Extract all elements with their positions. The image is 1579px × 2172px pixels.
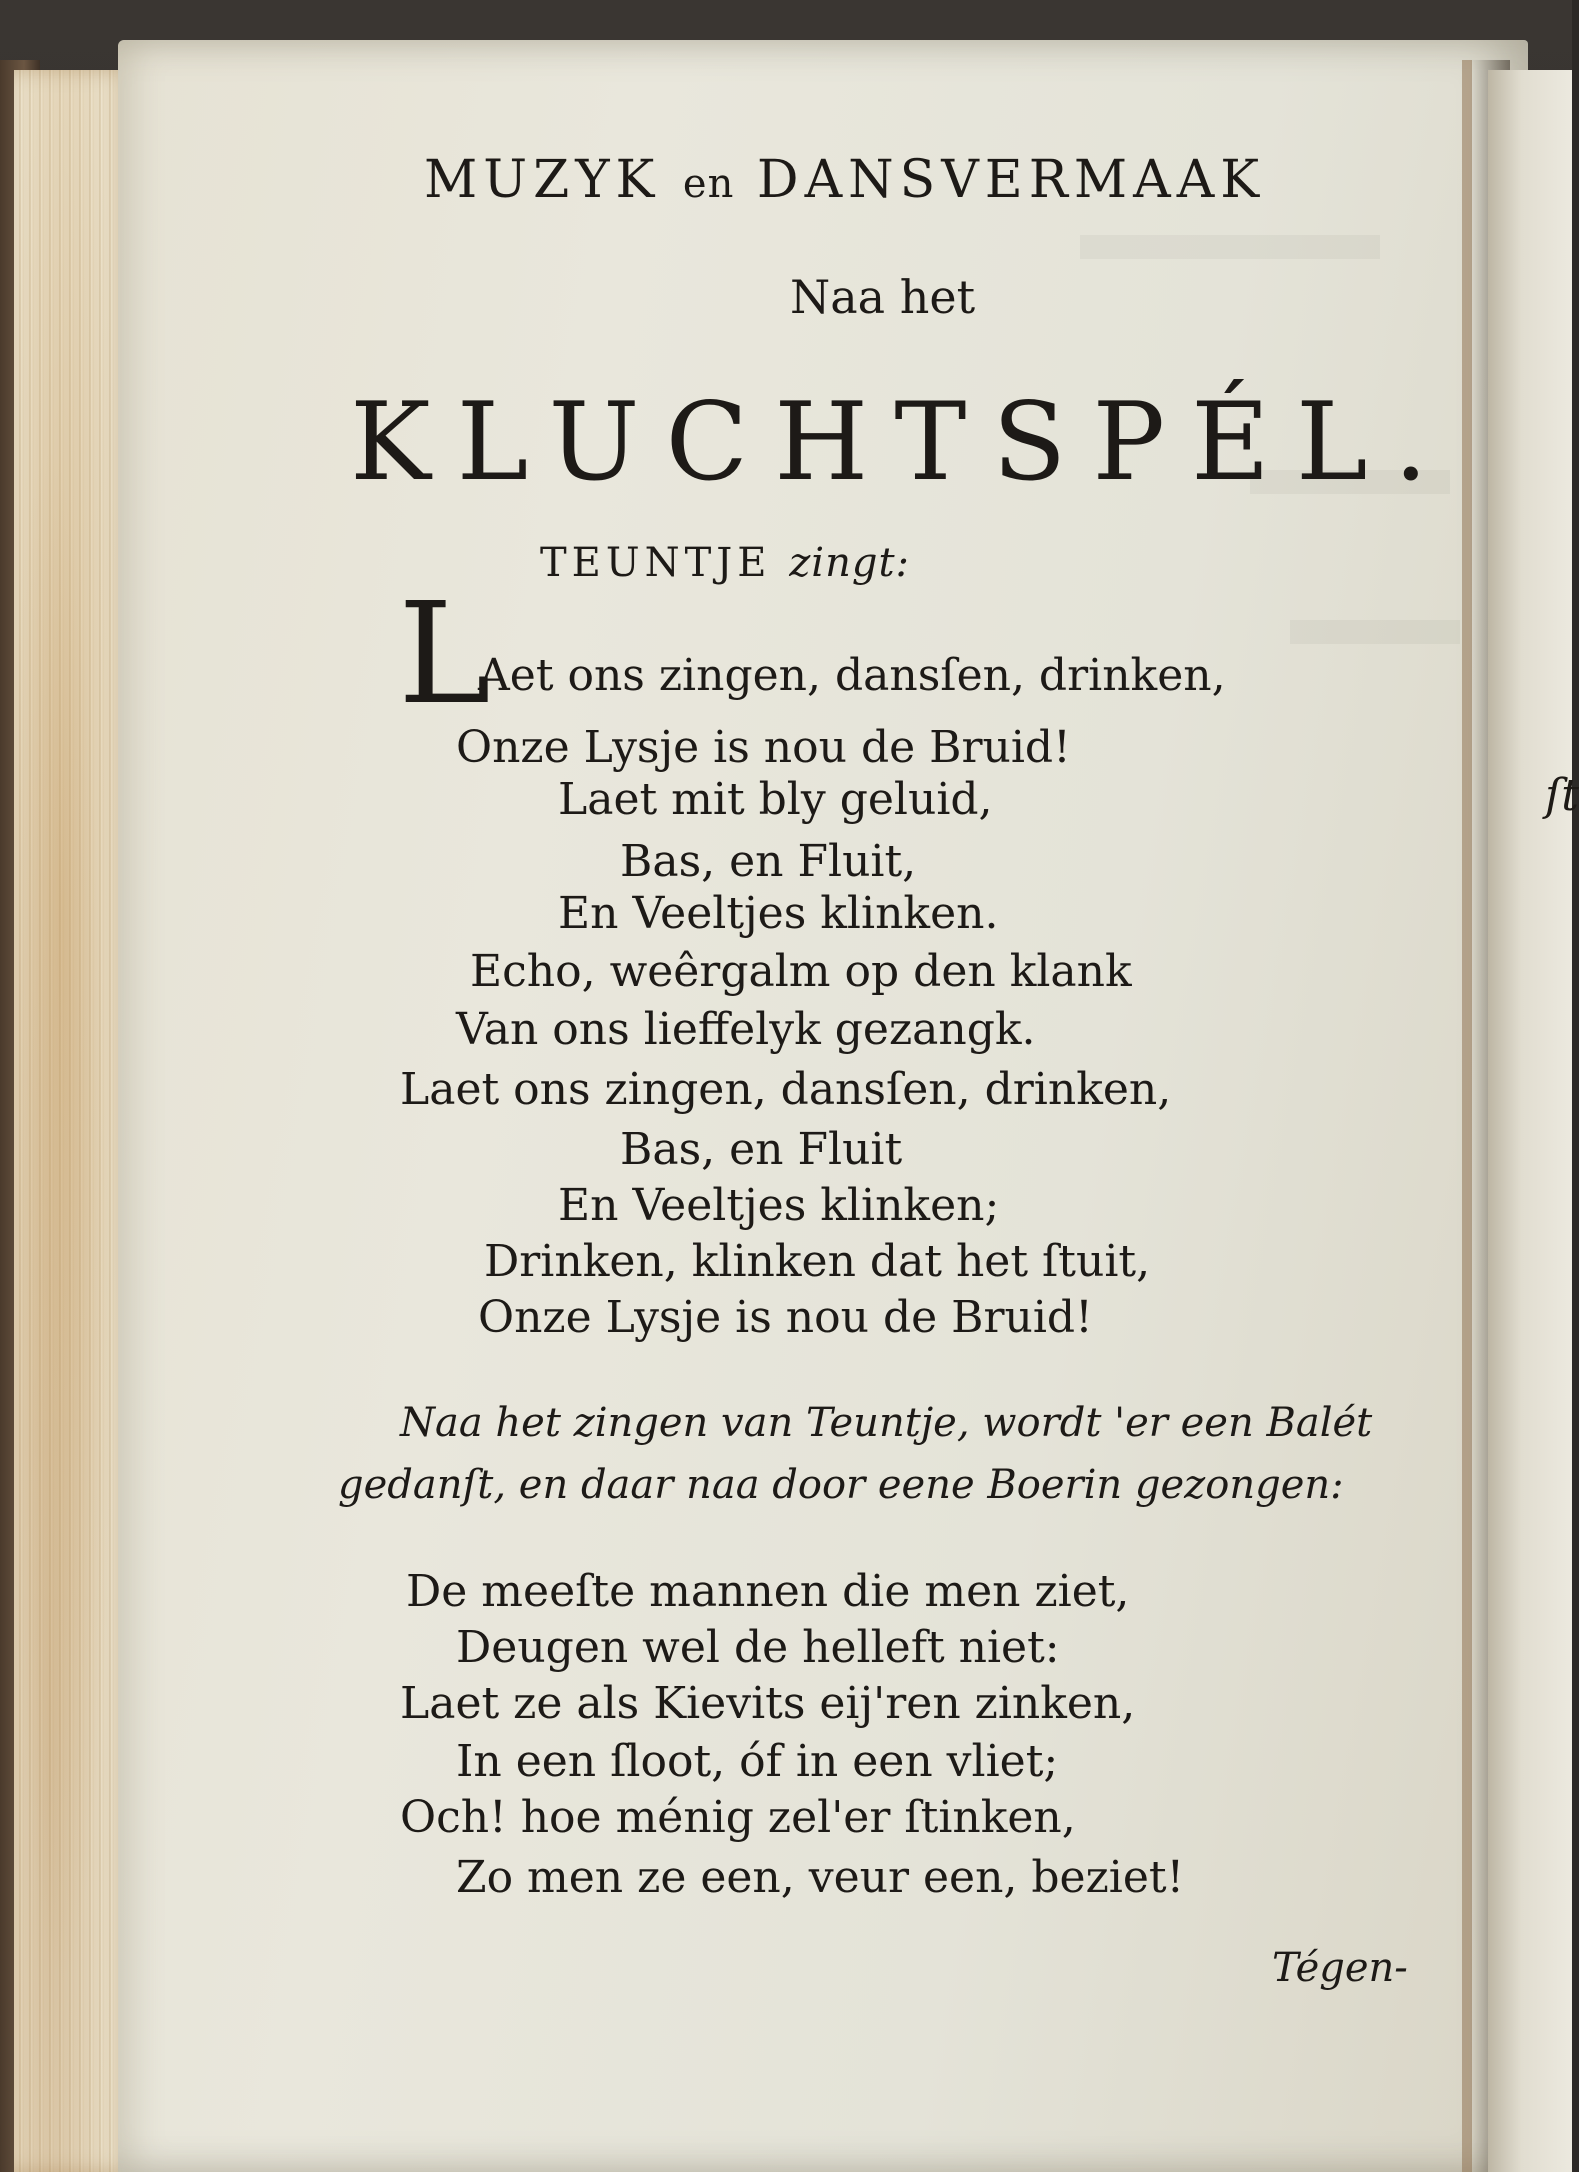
stage-direction-line: gedanſt, en daar naa door eene Boerin gezongen: <box>338 1462 1344 1508</box>
verse-line: Drinken, klinken dat het ſtuit, <box>484 1236 1151 1287</box>
singer-name: TEUNTJE <box>540 540 772 586</box>
singer-verb: zingt: <box>789 540 911 586</box>
verse-line: Laet mit bly geluid, <box>558 774 993 825</box>
verse-line: Echo, weêrgalm op den klank <box>470 946 1132 997</box>
verse-line: De meeſte mannen die men ziet, <box>406 1566 1130 1617</box>
drop-cap: L <box>398 573 491 736</box>
verse-line: Onze Lysje is nou de Bruid! <box>478 1292 1093 1343</box>
verse-line: Aet ons zingen, dansſen, drinken, <box>478 650 1226 701</box>
bleed-through <box>1080 235 1380 259</box>
bleed-through <box>1290 620 1460 644</box>
subheader: Naa het <box>790 270 976 324</box>
verse-line: Laet ze als Kievits eij'ren zinken, <box>400 1678 1136 1729</box>
header-part2: DANSVERMAAK <box>756 150 1266 210</box>
stage-direction-line: Naa het zingen van Teuntje, wordt 'er een Balét <box>400 1400 1373 1446</box>
verse-line: In een ſloot, óf in een vliet; <box>456 1736 1059 1787</box>
catchword: Tégen- <box>1272 1945 1408 1991</box>
page-title: KLUCHTSPÉL. <box>350 380 1454 505</box>
running-header <box>424 150 1265 210</box>
facing-page-fragment: ſt <box>1545 770 1579 821</box>
verse-line: Laet ons zingen, dansſen, drinken, <box>400 1064 1172 1115</box>
verse-line: En Veeltjes klinken; <box>558 1180 1000 1231</box>
verse-line: En Veeltjes klinken. <box>558 888 999 939</box>
verse-line: Zo men ze een, veur een, beziet! <box>456 1852 1185 1903</box>
singer-heading <box>540 540 910 586</box>
verse-line: Onze Lysje is nou de Bruid! <box>456 722 1071 773</box>
page-edges <box>14 70 134 2172</box>
verse-line: Deugen wel de helleft niet: <box>456 1622 1060 1673</box>
header-connector: en <box>682 161 735 207</box>
header-part1: MUZYK <box>424 150 661 210</box>
facing-page <box>1488 70 1572 2172</box>
verse-line: Bas, en Fluit, <box>620 836 917 887</box>
verse-line: Van ons lieffelyk gezangk. <box>456 1004 1036 1055</box>
verse-line: Och! hoe ménig zel'er ſtinken, <box>400 1792 1076 1843</box>
verse-line: Bas, en Fluit <box>620 1124 903 1175</box>
